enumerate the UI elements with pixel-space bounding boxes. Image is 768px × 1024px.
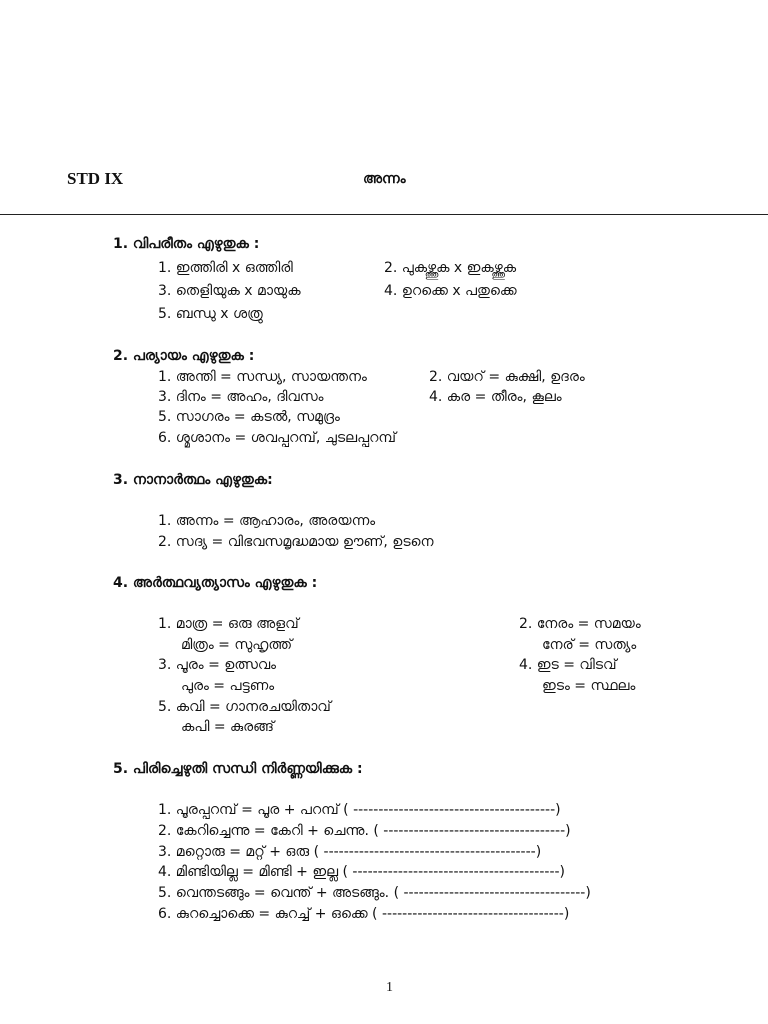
section-2-item-5: 5. സാഗരം = കടൽ, സമുദ്രം [158, 409, 340, 425]
section-1-item-3: 3. തെളിയുക x മായുക [158, 283, 301, 299]
section-5-item-4: 4. മിണ്ടിയില്ല = മിണ്ടി + ഇല്ല ( -----------------------------------------) [158, 864, 566, 880]
std-label: STD IX [67, 169, 124, 188]
section-2-item-2: 2. വയറ് = കുക്ഷി, ഉദരം [429, 369, 585, 385]
section-4-item-3: 3. പൂരം = ഉത്സവം [158, 657, 277, 673]
section-2-item-4: 4. കര = തീരം, കൂലം [429, 389, 562, 405]
section-2-item-3: 3. ദിനം = അഹം, ദിവസം [158, 389, 324, 405]
section-1-item-4: 4. ഉറക്കെ x പതുക്കെ [384, 283, 517, 299]
section-5-heading: 5. പിരിച്ചെഴുതി സന്ധി നിർണ്ണയിക്കുക : [113, 761, 363, 777]
page-title: അന്നം [363, 171, 406, 187]
section-4-item-5: 5. കവി = ഗാനരചയിതാവ് [158, 699, 331, 715]
section-2-item-6: 6. ശ്മശാനം = ശവപ്പറമ്പ്, ചുടലപ്പറമ്പ് [158, 430, 396, 446]
header-divider [0, 214, 768, 215]
section-4-item-1b: മിത്രം = സുഹൃത്ത് [181, 637, 293, 653]
section-4-item-1: 1. മാത്ര = ഒരു അളവ് [158, 616, 299, 632]
section-4-item-2b: നേര് = സത്യം [542, 637, 637, 653]
section-3-item-1: 1. അന്നം = ആഹാരം, അരയന്നം [158, 513, 376, 529]
section-5-item-3: 3. മറ്റൊരു = മറ്റ് + ഒരു ( ------------------------------------------) [158, 844, 542, 860]
section-5-item-5: 5. വെന്തടങ്ങും = വെന്ത് + അടങ്ങും. ( ------------------------------------) [158, 885, 591, 901]
page-number: 1 [386, 980, 393, 995]
section-5-item-1: 1. പൂരപ്പറമ്പ് = പൂര + പറമ്പ് ( ----------------------------------------) [158, 802, 561, 818]
section-3-item-2: 2. സദ്യ = വിഭവസമൃദ്ധമായ ഊണ്, ഉടനെ [158, 534, 434, 550]
section-5-item-2: 2. കേറിച്ചെന്നു = കേറി + ചെന്നു. ( ------------------------------------) [158, 823, 571, 839]
section-4-heading: 4. അർത്ഥവ്യത്യാസം എഴുതുക : [113, 575, 318, 591]
section-2-item-1: 1. അന്തി = സന്ധ്യ, സായന്തനം [158, 369, 367, 385]
section-3-heading: 3. നാനാർത്ഥം എഴുതുക: [113, 472, 273, 488]
section-4-item-4: 4. ഇട = വിടവ് [519, 657, 617, 673]
section-5-item-6: 6. കുറച്ചൊക്കെ = കുറച്ച് + ഒക്കെ ( ------------------------------------) [158, 906, 570, 922]
section-1-item-5: 5. ബന്ധു x ശത്രു [158, 306, 263, 322]
section-4-item-2: 2. നേരം = സമയം [519, 616, 641, 632]
section-1-heading: 1. വിപരീതം എഴുതുക : [113, 236, 260, 252]
section-1-item-1: 1. ഇത്തിരി x ഒത്തിരി [158, 260, 293, 276]
section-4-item-3b: പുരം = പട്ടണം [181, 678, 275, 694]
section-4-item-4b: ഇടം = സ്ഥലം [542, 678, 636, 694]
section-1-item-2: 2. പുകഴ്ത്തുക x ഇകഴ്ത്തുക [384, 260, 517, 276]
section-2-heading: 2. പര്യായം എഴുതുക : [113, 348, 255, 364]
section-4-item-5b: കപി = കുരങ്ങ് [181, 719, 274, 735]
